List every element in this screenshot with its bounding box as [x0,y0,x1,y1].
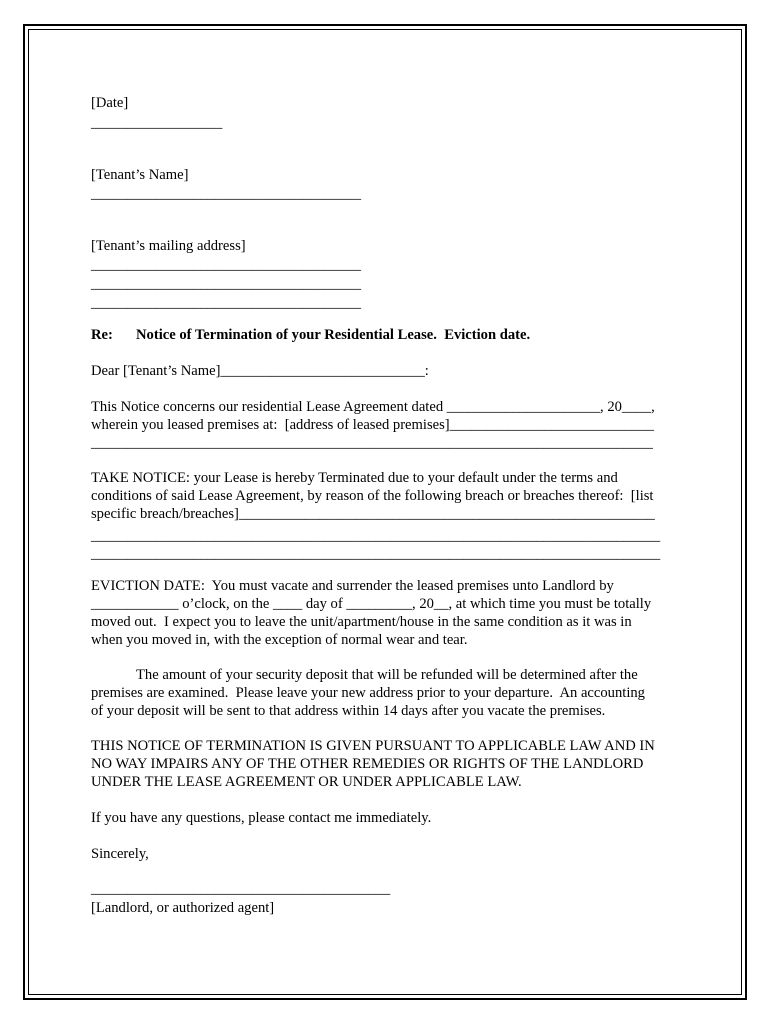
eviction-line: ____________ o’clock, on the ____ day of _________, 20__, at which time you must be totally [91,596,652,612]
take-notice-line: ______________________________________________________________________________ [91,546,661,562]
address-line: _____________________________________ [91,295,361,311]
eviction-line: EVICTION DATE: You must vacate and surrender the leased premises unto Landlord by [91,578,614,594]
eviction-line: when you moved in, with the exception of normal wear and tear. [91,632,468,648]
salutation: Dear [Tenant’s Name]____________________________: [91,363,429,379]
signature-line: _________________________________________ [91,881,391,897]
eviction-line: moved out. I expect you to leave the unit/apartment/house in the same condition as it was in [91,614,632,630]
signature-caption: [Landlord, or authorized agent] [91,900,275,916]
address-placeholder: [Tenant’s mailing address] [91,238,246,254]
re-label: Re: [91,327,113,343]
tenant-name-placeholder: [Tenant’s Name] [91,167,189,183]
re-subject: Notice of Termination of your Residential Lease. Eviction date. [136,327,531,343]
closing-text: Sincerely, [91,846,149,862]
lease-paragraph-line: This Notice concerns our residential Lease Agreement dated _____________________, 20____, [91,399,655,415]
lease-paragraph-line: _____________________________________________________________________________ [91,435,653,451]
law-line: UNDER THE LEASE AGREEMENT OR UNDER APPLICABLE LAW. [91,774,522,790]
address-line: _____________________________________ [91,276,361,292]
law-line: NO WAY IMPAIRS ANY OF THE OTHER REMEDIES OR RIGHTS OF THE LANDLORD [91,756,644,772]
take-notice-line: conditions of said Lease Agreement, by reason of the following breach or breaches thereof: [list [91,488,654,504]
take-notice-line: ______________________________________________________________________________ [91,528,661,544]
take-notice-line: specific breach/breaches]_________________________________________________________ [91,506,655,522]
take-notice-line: TAKE NOTICE: your Lease is hereby Terminated due to your default under the terms and [91,470,618,486]
date-line: __________________ [91,115,223,131]
tenant-name-line: _____________________________________ [91,186,361,202]
questions-text: If you have any questions, please contact me immediately. [91,810,432,826]
deposit-line: The amount of your security deposit that will be refunded will be determined after the [136,667,638,683]
address-line: _____________________________________ [91,257,361,273]
deposit-line: premises are examined. Please leave your new address prior to your departure. An accounting [91,685,645,701]
date-placeholder: [Date] [91,95,129,111]
deposit-line: of your deposit will be sent to that address within 14 days after you vacate the premises. [91,703,606,719]
lease-paragraph-line: wherein you leased premises at: [address of leased premises]____________________________ [91,417,654,433]
law-line: THIS NOTICE OF TERMINATION IS GIVEN PURSUANT TO APPLICABLE LAW AND IN [91,738,655,754]
